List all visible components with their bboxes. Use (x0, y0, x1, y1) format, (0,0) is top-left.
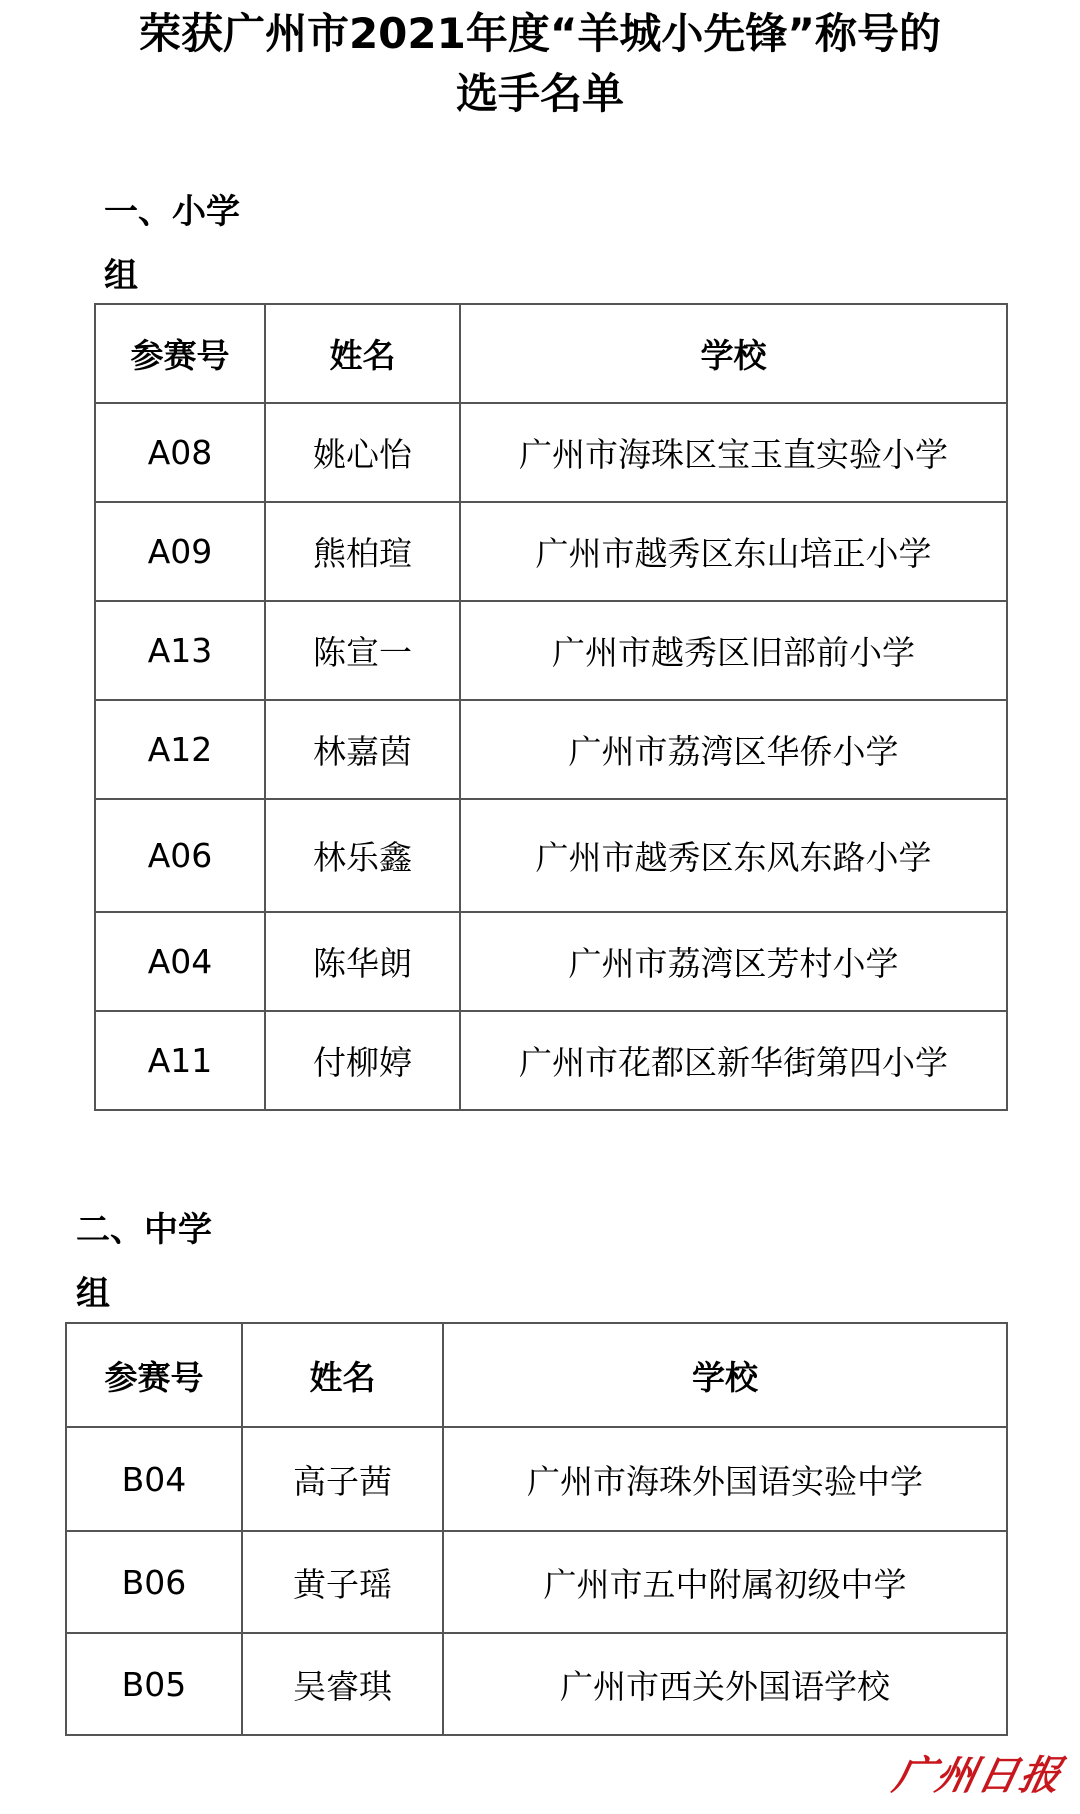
school-cell: 广州市海珠区宝玉直实验小学 (460, 403, 1007, 502)
entry-number-cell: A11 (95, 1011, 265, 1110)
section-heading-middle (76, 1198, 212, 1326)
entry-number-cell: B04 (66, 1427, 242, 1531)
name-cell: 熊柏瑄 (265, 502, 460, 601)
column-header-entry-number: 参赛号 (95, 304, 265, 403)
school-cell: 广州市荔湾区芳村小学 (460, 912, 1007, 1011)
name-cell: 林嘉茵 (265, 700, 460, 799)
name-cell: 吴睿琪 (242, 1633, 443, 1735)
column-header-entry-number: 参赛号 (66, 1323, 242, 1427)
section-heading-line-1: 二、中学 (76, 1210, 212, 1250)
school-cell: 广州市荔湾区华侨小学 (460, 700, 1007, 799)
school-cell: 广州市五中附属初级中学 (443, 1531, 1007, 1633)
school-cell: 广州市越秀区东风东路小学 (460, 799, 1007, 912)
table-row (66, 1427, 1007, 1531)
name-cell: 高子茜 (242, 1427, 443, 1531)
entry-number-cell: A09 (95, 502, 265, 601)
entry-number-cell: B05 (66, 1633, 242, 1735)
section-heading-line-2: 组 (104, 256, 138, 296)
name-cell: 陈华朗 (265, 912, 460, 1011)
primary-school-table (94, 303, 1008, 1111)
guangzhou-daily-logo: 广州日报 (889, 1752, 1068, 1799)
table-row (66, 1531, 1007, 1633)
section-heading-line-2: 组 (76, 1274, 110, 1314)
table-row (95, 799, 1007, 912)
column-header-school: 学校 (443, 1323, 1007, 1427)
table-row (66, 1633, 1007, 1735)
name-cell: 黄子瑶 (242, 1531, 443, 1633)
name-cell: 林乐鑫 (265, 799, 460, 912)
entry-number-cell: A08 (95, 403, 265, 502)
middle-school-table (65, 1322, 1008, 1736)
section-heading-line-1: 一、小学 (104, 192, 240, 232)
school-cell: 广州市花都区新华街第四小学 (460, 1011, 1007, 1110)
name-cell: 陈宣一 (265, 601, 460, 700)
page-title-line-1: 荣获广州市2021年度“羊城小先锋”称号的 (138, 9, 942, 58)
table-header-row (66, 1323, 1007, 1427)
table-row (95, 700, 1007, 799)
entry-number-cell: A12 (95, 700, 265, 799)
table-row (95, 403, 1007, 502)
column-header-name: 姓名 (265, 304, 460, 403)
name-cell: 姚心怡 (265, 403, 460, 502)
column-header-school: 学校 (460, 304, 1007, 403)
page-title (0, 4, 1080, 124)
entry-number-cell: A04 (95, 912, 265, 1011)
table-row (95, 601, 1007, 700)
table-row (95, 912, 1007, 1011)
school-cell: 广州市越秀区旧部前小学 (460, 601, 1007, 700)
entry-number-cell: A13 (95, 601, 265, 700)
table-row (95, 502, 1007, 601)
section-heading-primary (104, 180, 240, 308)
school-cell: 广州市越秀区东山培正小学 (460, 502, 1007, 601)
table-header-row (95, 304, 1007, 403)
school-cell: 广州市西关外国语学校 (443, 1633, 1007, 1735)
school-cell: 广州市海珠外国语实验中学 (443, 1427, 1007, 1531)
column-header-name: 姓名 (242, 1323, 443, 1427)
table-row (95, 1011, 1007, 1110)
page-title-line-2: 选手名单 (455, 69, 624, 118)
entry-number-cell: B06 (66, 1531, 242, 1633)
entry-number-cell: A06 (95, 799, 265, 912)
name-cell: 付柳婷 (265, 1011, 460, 1110)
